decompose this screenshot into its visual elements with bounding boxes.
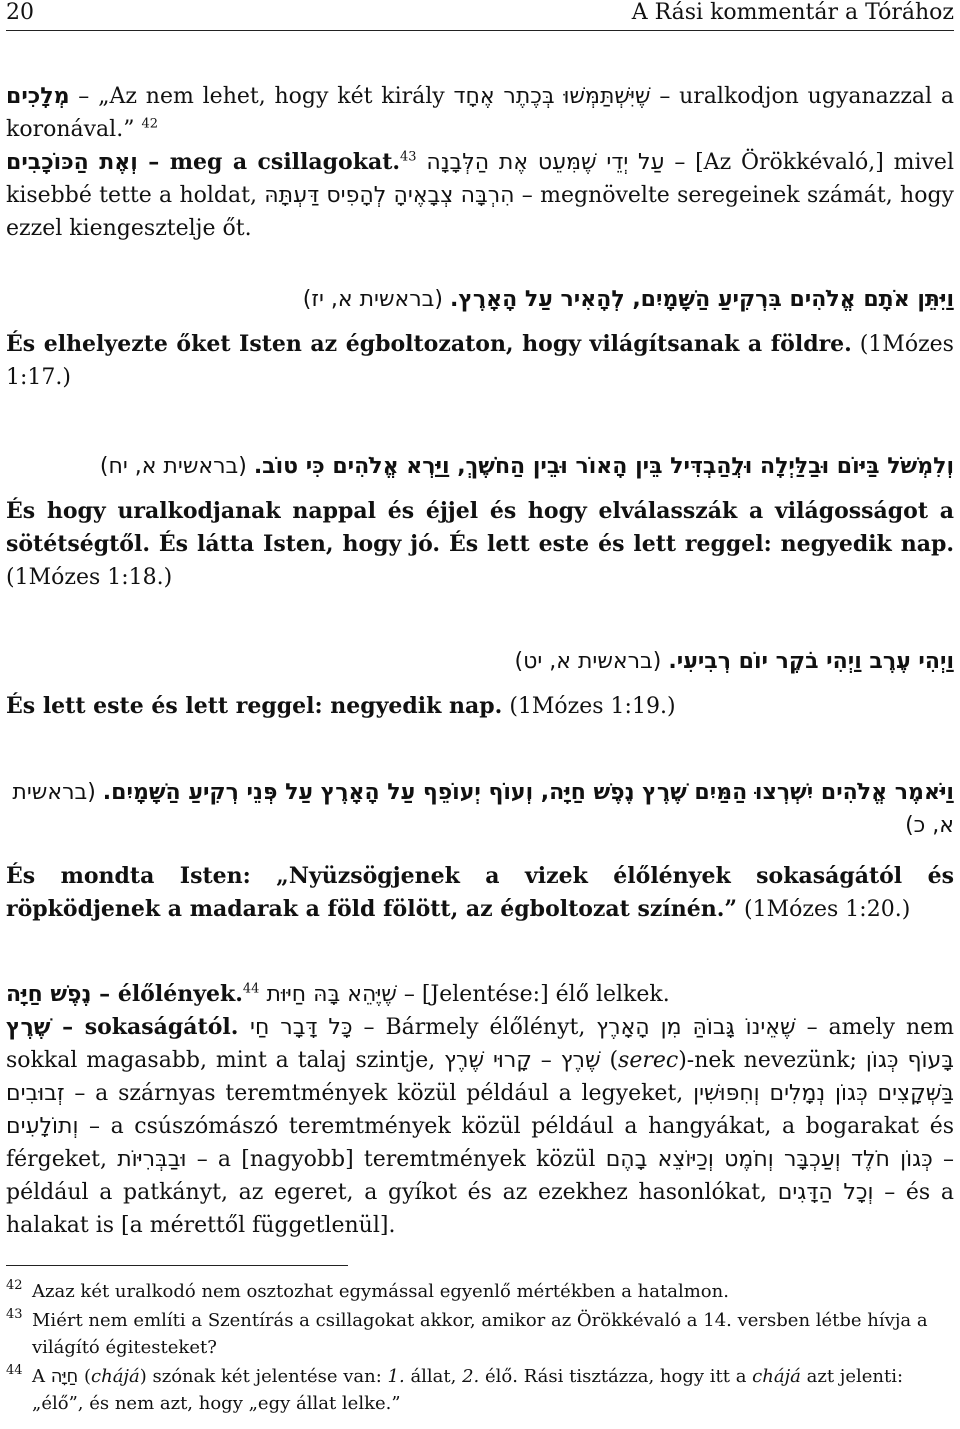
transliteration: chájá	[752, 1366, 801, 1387]
footnote-separator	[6, 1265, 348, 1266]
verse-ref: (1Mózes 1:17.)	[6, 332, 954, 390]
transliteration: chájá	[91, 1366, 140, 1387]
lemma-translation: – meg a csillagokat.	[137, 149, 401, 175]
spacer	[417, 150, 427, 175]
commentary-paragraph-4	[6, 1011, 954, 1242]
commentary-text: – és a halakat is [a mérettől függetlenül].	[6, 1180, 955, 1238]
verse-translation-text: És elhelyezte őket Isten az égboltozaton, hogy világítsanak a földre.	[6, 331, 852, 357]
verse-1-17	[6, 283, 954, 394]
footnote-text	[32, 1366, 903, 1414]
page-number: 20	[6, 0, 34, 25]
hebrew-quote: כְּגוֹן חֹלֶד וְעַכְבָּר וְחֹמֶט וְכַיּוֹצֵא בָהֶם	[605, 1147, 933, 1172]
hebrew-quote: שֶׁרֶץ	[560, 1048, 601, 1073]
verse-ref: (1Mózes 1:18.)	[6, 565, 173, 590]
verse-hebrew	[6, 776, 954, 842]
enumeration: 1.	[387, 1366, 405, 1387]
footnote-text-part: azt jelenti: „élő”, és nem azt, hogy „egy állat lelke.”	[32, 1366, 904, 1414]
commentary-text: (	[600, 1048, 619, 1073]
footnote-number: 44	[6, 1363, 23, 1378]
verse-translation	[6, 860, 954, 926]
commentary-text: – „Az nem lehet, hogy két király	[69, 84, 454, 109]
verse-translation	[6, 690, 954, 723]
hebrew-lemma: שֶׁרֶץ	[6, 1015, 51, 1040]
commentary-text: –	[531, 1048, 561, 1073]
verse-hebrew	[6, 283, 954, 316]
footnote-text-part: A	[32, 1366, 51, 1387]
commentary-text: – [Jelentése:] élő lelkek.	[396, 982, 670, 1007]
verse-1-18	[6, 450, 954, 594]
verse-ref: (1Mózes 1:19.)	[509, 694, 676, 719]
commentary-block-2	[6, 978, 954, 1242]
commentary-text: – a szárnyas teremtmények közül például a legyeket,	[64, 1081, 694, 1106]
footnotes	[6, 1278, 954, 1419]
footnote-text-part: (	[78, 1366, 92, 1387]
commentary-paragraph-3	[6, 978, 954, 1011]
verse-ref: (1Mózes 1:20.)	[744, 897, 911, 922]
hebrew-word: חַיָּה	[50, 1366, 79, 1387]
page	[6, 0, 955, 1414]
hebrew-quote: שֶׁיִּשְׁתַּמְּשׁוּ בְּכֶתֶר אֶחָד	[453, 84, 651, 109]
hebrew-quote: שֶׁיֶּהֵא בָּהּ חַיּוּת	[266, 982, 397, 1007]
commentary-text: – a [nagyobb] teremtmények közül	[186, 1147, 606, 1172]
verse-hebrew	[6, 645, 954, 678]
footnote-text: Azaz két uralkodó nem osztozhat egymással egyenlő mértékben a hatalmon.	[32, 1281, 729, 1302]
verse-translation	[6, 328, 954, 394]
footnote-text-part: ) szónak két jelentése van:	[139, 1366, 388, 1387]
verse-translation	[6, 495, 954, 594]
verse-translation-text: És mondta Isten: „Nyüzsögjenek a vizek élőlények sokaságától és röpködjenek a madarak a föld fölött, az égboltozat színén.”	[6, 863, 954, 922]
verse-hebrew	[6, 450, 954, 483]
hebrew-lemma: מְלָכִים	[6, 84, 70, 109]
footnote-number: 43	[6, 1307, 23, 1322]
verse-hebrew-ref: (בראשית א, יט)	[514, 649, 662, 674]
lemma-translation: – sokaságától.	[50, 1014, 251, 1040]
running-header	[6, 0, 954, 31]
running-title: A Rási kommentár a Tórához	[631, 0, 954, 25]
verse-hebrew-text: וַיִּתֵּן אֹתָם אֱלֹהִים בִּרְקִיעַ הַשָּׁמָיִם, לְהָאִיר עַל הָאָרֶץ.	[449, 287, 954, 312]
footnote-text: Miért nem említi a Szentírás a csillagokat akkor, amikor az Örökkévaló a 14. versben létbe hívja a világító égitesteket?	[32, 1310, 928, 1358]
hebrew-quote: וּבַבְּרִיּוֹת	[117, 1147, 187, 1172]
footnote-ref[interactable]: 42	[141, 116, 158, 132]
commentary-text: – a csúszómászó teremtmények közül például a hangyákat, a bogarakat és férgeket,	[6, 1114, 954, 1172]
hebrew-quote: וְכָל הַדָּגִים	[777, 1180, 874, 1205]
commentary-text: – amely nem sokkal magasabb, mint a talaj szintje,	[6, 1015, 954, 1073]
footnote-43	[6, 1307, 954, 1361]
commentary-text: – [Az Örökkévaló,] mivel kisebbé tette a holdat,	[6, 150, 954, 208]
verse-hebrew-ref: (בראשית א, יח)	[99, 454, 247, 479]
transliteration: serec	[618, 1048, 679, 1073]
hebrew-quote: כָּל דָּבָר חַי	[250, 1015, 353, 1040]
commentary-paragraph-1	[6, 80, 954, 146]
commentary-block-1	[6, 80, 954, 245]
hebrew-quote: עַל יְדֵי שֶׁמִּעֵט אֶת הַלְּבָנָה	[426, 150, 665, 175]
commentary-text: – uralkodjon ugyanazzal a koronával.”	[6, 84, 954, 142]
verse-hebrew-text: וַיְהִי עֶרֶב וַיְהִי בֹקֶר יוֹם רְבִיעִי.	[668, 649, 954, 674]
verse-hebrew-ref: (בראשית א, כ)	[12, 780, 954, 838]
commentary-text: – Bármely élőlényt,	[352, 1015, 597, 1040]
footnote-ref[interactable]: 43	[400, 149, 417, 165]
footnote-44	[6, 1363, 954, 1417]
verse-1-20	[6, 776, 954, 926]
commentary-text: – például a patkányt, az egeret, a gyíkot és az ezekhez hasonlókat,	[6, 1147, 955, 1205]
commentary-text: – megnövelte seregeinek számát, hogy ezzel kiengesztelje őt.	[6, 183, 954, 241]
footnote-number: 42	[6, 1278, 23, 1293]
verse-hebrew-ref: (בראשית א, יז)	[302, 287, 443, 312]
footnote-text-part: állat,	[404, 1366, 463, 1387]
footnote-42	[6, 1278, 954, 1305]
commentary-text: )-nek nevezünk;	[678, 1048, 866, 1073]
verse-hebrew-text: וְלִמְשֹׁל בַּיּוֹם וּבַלַּיְלָה וּלֲהַבְדִּיל בֵּין הָאוֹר וּבֵין הַחֹשֶׁךְ, וַיַּרְא אֱלֹהִים כִּי טוֹב.	[253, 454, 954, 479]
enumeration: 2.	[462, 1366, 480, 1387]
verse-translation-text: És lett este és lett reggel: negyedik nap.	[6, 693, 503, 719]
commentary-paragraph-2	[6, 146, 954, 245]
lemma-translation: – élőlények.	[91, 981, 243, 1007]
hebrew-lemma: וְאֶת הַכּוֹכָבִים	[6, 150, 138, 175]
hebrew-quote: בָּעוֹף כְּגוֹן זְבוּבִים	[6, 1048, 954, 1106]
verse-1-19	[6, 645, 954, 723]
hebrew-quote: בַּשְּׁקָצִים כְּגוֹן נְמָלִים וְחִפּוּשִׁין וְתוֹלָעִים	[6, 1081, 955, 1139]
footnote-text-part: élő. Rási tisztázza, hogy itt a	[479, 1366, 753, 1387]
verse-hebrew-text: וַיֹּאמֶר אֱלֹהִים יִשְׁרְצוּ הַמַּיִם שֶׁרֶץ נֶפֶשׁ חַיָּה, וְעוֹף יְעוֹפֵף עַל הָאָרֶץ עַל פְּנֵי רְקִיעַ הַשָּׁמָיִם.	[102, 780, 954, 805]
footnote-ref[interactable]: 44	[242, 981, 260, 997]
hebrew-quote: שֶׁאֵינוֹ גָּבוֹהַּ מִן הָאָרֶץ	[596, 1015, 796, 1040]
hebrew-quote: הִרְבָּה צְבָאֶיהָ לְהָפִיס דַּעְתָּהּ	[264, 183, 515, 208]
hebrew-lemma: נֶפֶשׁ חַיָּה	[6, 982, 92, 1007]
hebrew-quote: קָרוּי שֶׁרֶץ	[444, 1048, 532, 1073]
verse-translation-text: És hogy uralkodjanak nappal és éjjel és hogy elválasszák a világosságot a sötétségtől. És látta Isten, hogy jó. És lett este és lett reggel: negyedik nap.	[6, 498, 954, 557]
